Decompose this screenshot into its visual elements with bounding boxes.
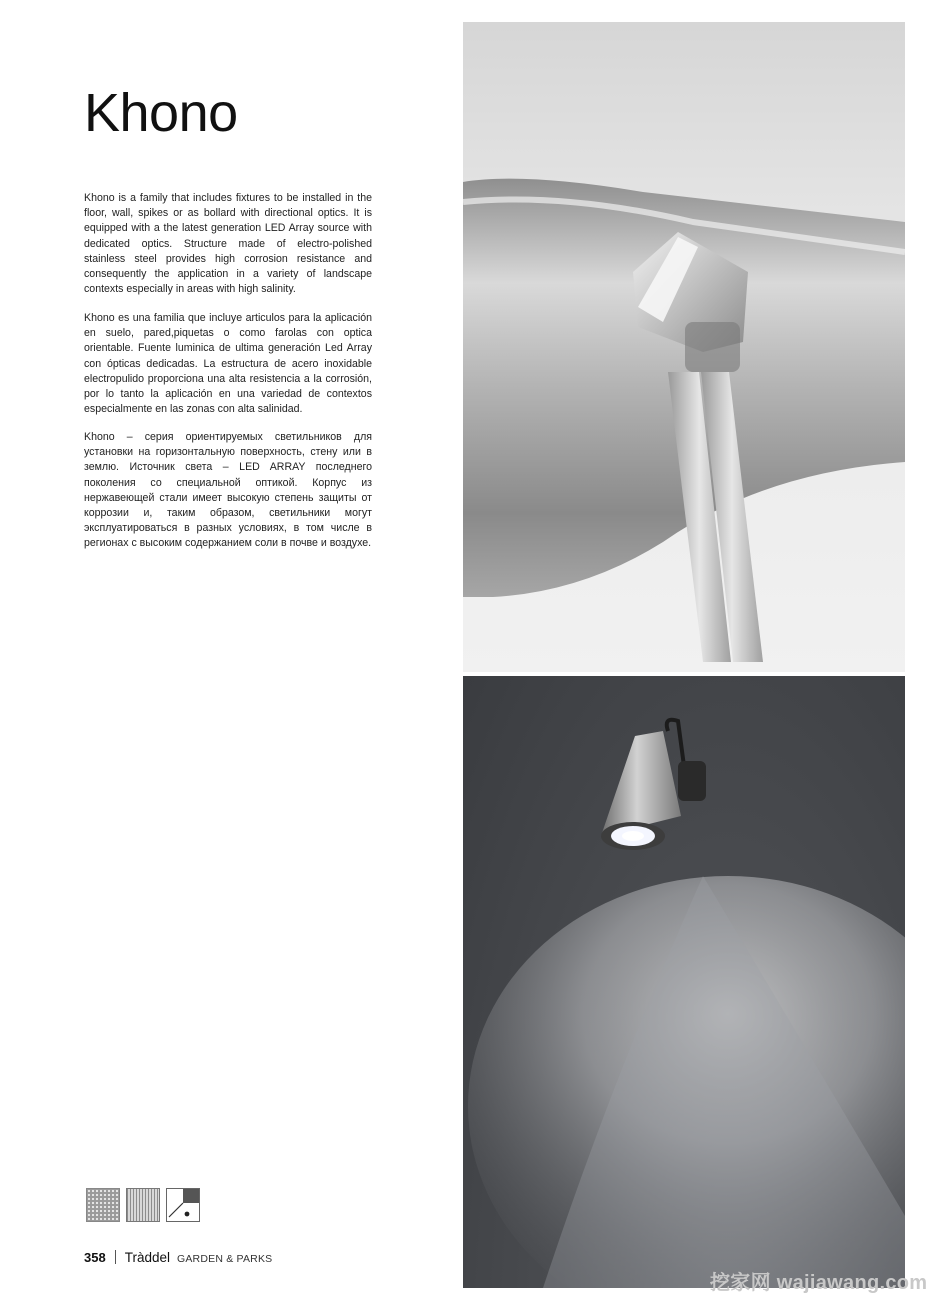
description-english: Khono is a family that includes fixtures to be installed in the floor, wall, spikes or as bollard with directional optics. It is equipped with a the latest generation LED Array source with dedicated optics. Structure made of electro-polished stainless steel provides high corrosion resistance and consequently the application in a variety of landscape contexts especially in areas with high salinity. (84, 192, 372, 296)
installation-icons (86, 1188, 200, 1222)
watermark: 挖家网 wajiawang.com (710, 1272, 927, 1294)
wall-install-icon (126, 1188, 160, 1222)
section-name: GARDEN & PARKS (176, 1253, 273, 1265)
footer-divider (115, 1250, 116, 1264)
page-number: 358 (84, 1250, 106, 1265)
page-footer (84, 1248, 272, 1265)
product-lighting-photo (463, 676, 905, 1288)
floor-install-icon (86, 1188, 120, 1222)
description-spanish: Khono es una familia que incluye articulos para la aplicación en suelo, pared,piquetas o como farolas con optica orientable. Fuente luminica de ultima generación Led Array con ópticas dedicadas. La estructura de acero inoxidable electropulido proporciona una alta resistencia a la corrosión, por lo tanto la aplicación en una variedad de contextos especialmente en las zonas con alta salinidad. (84, 312, 372, 416)
product-closeup-photo (463, 22, 905, 672)
description-russian: Khono – серия ориентируемых светильников для установки на горизонтальную поверхность, стену или в землю. Источник света – LED ARRAY последнего поколения со специальной оптикой. Корпус из нержавеющей стали имеет высокую степень защиты от коррозии и, таким образом, светильники могут эксплуатироваться в разных условиях, в том числе в регионах с высоким содержанием соли в почве и воздухе. (84, 431, 372, 550)
brand-name: Tràddel (124, 1250, 170, 1265)
page-title: Khono (84, 83, 238, 143)
spike-install-icon (166, 1188, 200, 1222)
